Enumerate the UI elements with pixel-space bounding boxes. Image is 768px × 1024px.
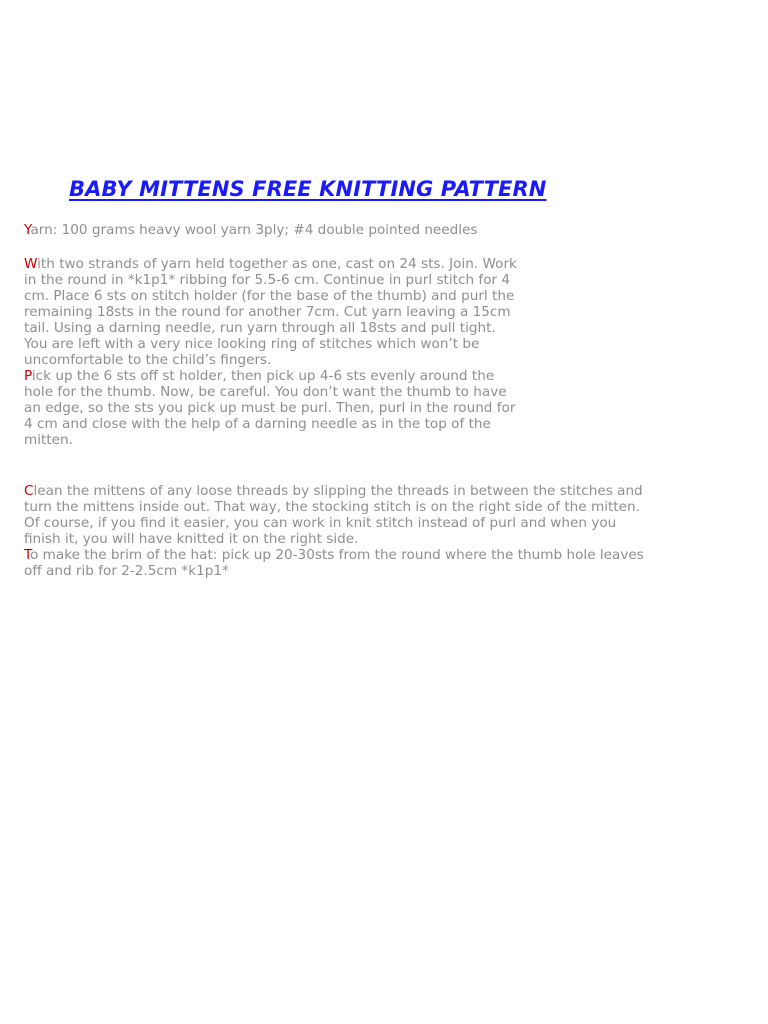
paragraph-line: You are left with a very nice looking ring of stitches which won’t be [24,336,480,352]
thumb-paragraph [24,368,515,448]
paragraph-line [24,368,515,384]
line-text: ith two strands of yarn held together as one, cast on 24 sts. Join. Work [37,256,517,272]
drop-initial: T [24,547,30,563]
finishing-paragraph [24,483,643,547]
paragraph-line: turn the mittens inside out. That way, the stocking stitch is on the right side of the mitten. [24,499,640,515]
paragraph-line: mitten. [24,432,73,448]
paragraph-line: hole for the thumb. Now, be careful. You don’t want the thumb to have [24,384,507,400]
paragraph-line: Of course, if you find it easier, you can work in knit stitch instead of purl and when you [24,515,617,531]
paragraph-line: remaining 18sts in the round for another 7cm. Cut yarn leaving a 15cm [24,304,511,320]
line-text: arn: 100 grams heavy wool yarn 3ply; #4 double pointed needles [30,222,478,238]
cast-on-paragraph [24,256,517,368]
paragraph-line: cm. Place 6 sts on stitch holder (for the base of the thumb) and purl the [24,288,515,304]
paragraph-line [24,547,644,563]
paragraph-line [24,256,517,272]
paragraph-line [24,222,478,238]
paragraph-line: an edge, so the sts you pick up must be purl. Then, purl in the round for [24,400,516,416]
brim-paragraph [24,547,644,579]
line-text: ick up the 6 sts off st holder, then pick up 4-6 sts evenly around the [31,368,495,384]
yarn-paragraph [24,222,478,238]
line-text: lean the mittens of any loose threads by slipping the threads in between the stitches and [33,483,643,499]
drop-initial: P [24,368,32,384]
line-text: o make the brim of the hat: pick up 20-30sts from the round where the thumb hole leaves [30,547,644,563]
paragraph-line: uncomfortable to the child’s fingers. [24,352,272,368]
drop-initial: C [24,483,34,499]
paragraph-line [24,483,643,499]
page-title: BABY MITTENS FREE KNITTING PATTERN [69,177,547,201]
paragraph-line: 4 cm and close with the help of a darning needle as in the top of the [24,416,491,432]
paragraph-line: tail. Using a darning needle, run yarn through all 18sts and pull tight. [24,320,496,336]
drop-initial: W [24,256,38,272]
paragraph-line: finish it, you will have knitted it on the right side. [24,531,359,547]
drop-initial: Y [24,222,31,238]
paragraph-line: off and rib for 2-2.5cm *k1p1* [24,563,229,579]
paragraph-line: in the round in *k1p1* ribbing for 5.5-6 cm. Continue in purl stitch for 4 [24,272,511,288]
